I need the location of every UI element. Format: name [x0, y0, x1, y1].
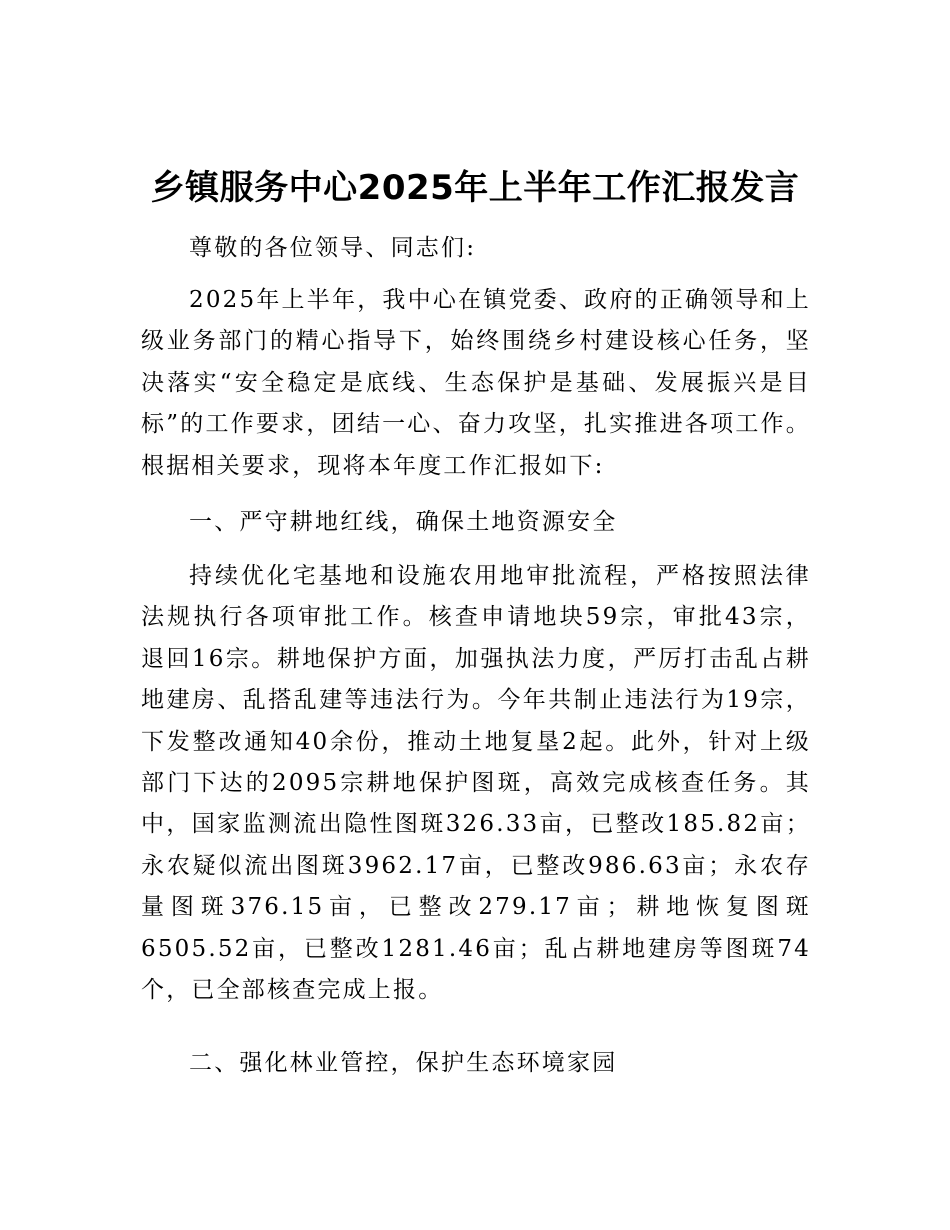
section-1-paragraph: 持续优化宅基地和设施农用地审批流程，严格按照法律法规执行各项审批工作。核查申请地块59宗，审批43宗，退回16宗。耕地保护方面，加强执法力度，严厉打击乱占耕地建房、乱搭乱建等违法行为。今年共制止违法行为19宗，下发整改通知40余份，推动土地复垦2起。此外，针对上级部门下达的2095宗耕地保护图斑，高效完成核查任务。其中，国家监测流出隐性图斑326.33亩，已整改185.82亩；永农疑似流出图斑3962.17亩，已整改986.63亩；永农存量图斑376.15亩，已整改279.17亩；耕地恢复图斑6505.52亩，已整改1281.46亩；乱占耕地建房等图斑74个，已全部核查完成上报。	[141, 563, 811, 1004]
section-heading-1: 一、严守耕地红线，确保土地资源安全	[189, 509, 618, 535]
intro-paragraph: 2025年上半年，我中心在镇党委、政府的正确领导和上级业务部门的精心指导下，始终围绕乡村建设核心任务，坚决落实“安全稳定是底线、生态保护是基础、发展振兴是目标”的工作要求，团结一心、奋力攻坚，扎实推进各项工作。根据相关要求，现将本年度工作汇报如下:	[141, 287, 811, 479]
section-heading-2: 二、强化林业管控，保护生态环境家园	[189, 1050, 618, 1076]
salutation: 尊敬的各位领导、同志们:	[189, 235, 477, 261]
document-title: 乡镇服务中心2025年上半年工作汇报发言	[150, 168, 800, 208]
